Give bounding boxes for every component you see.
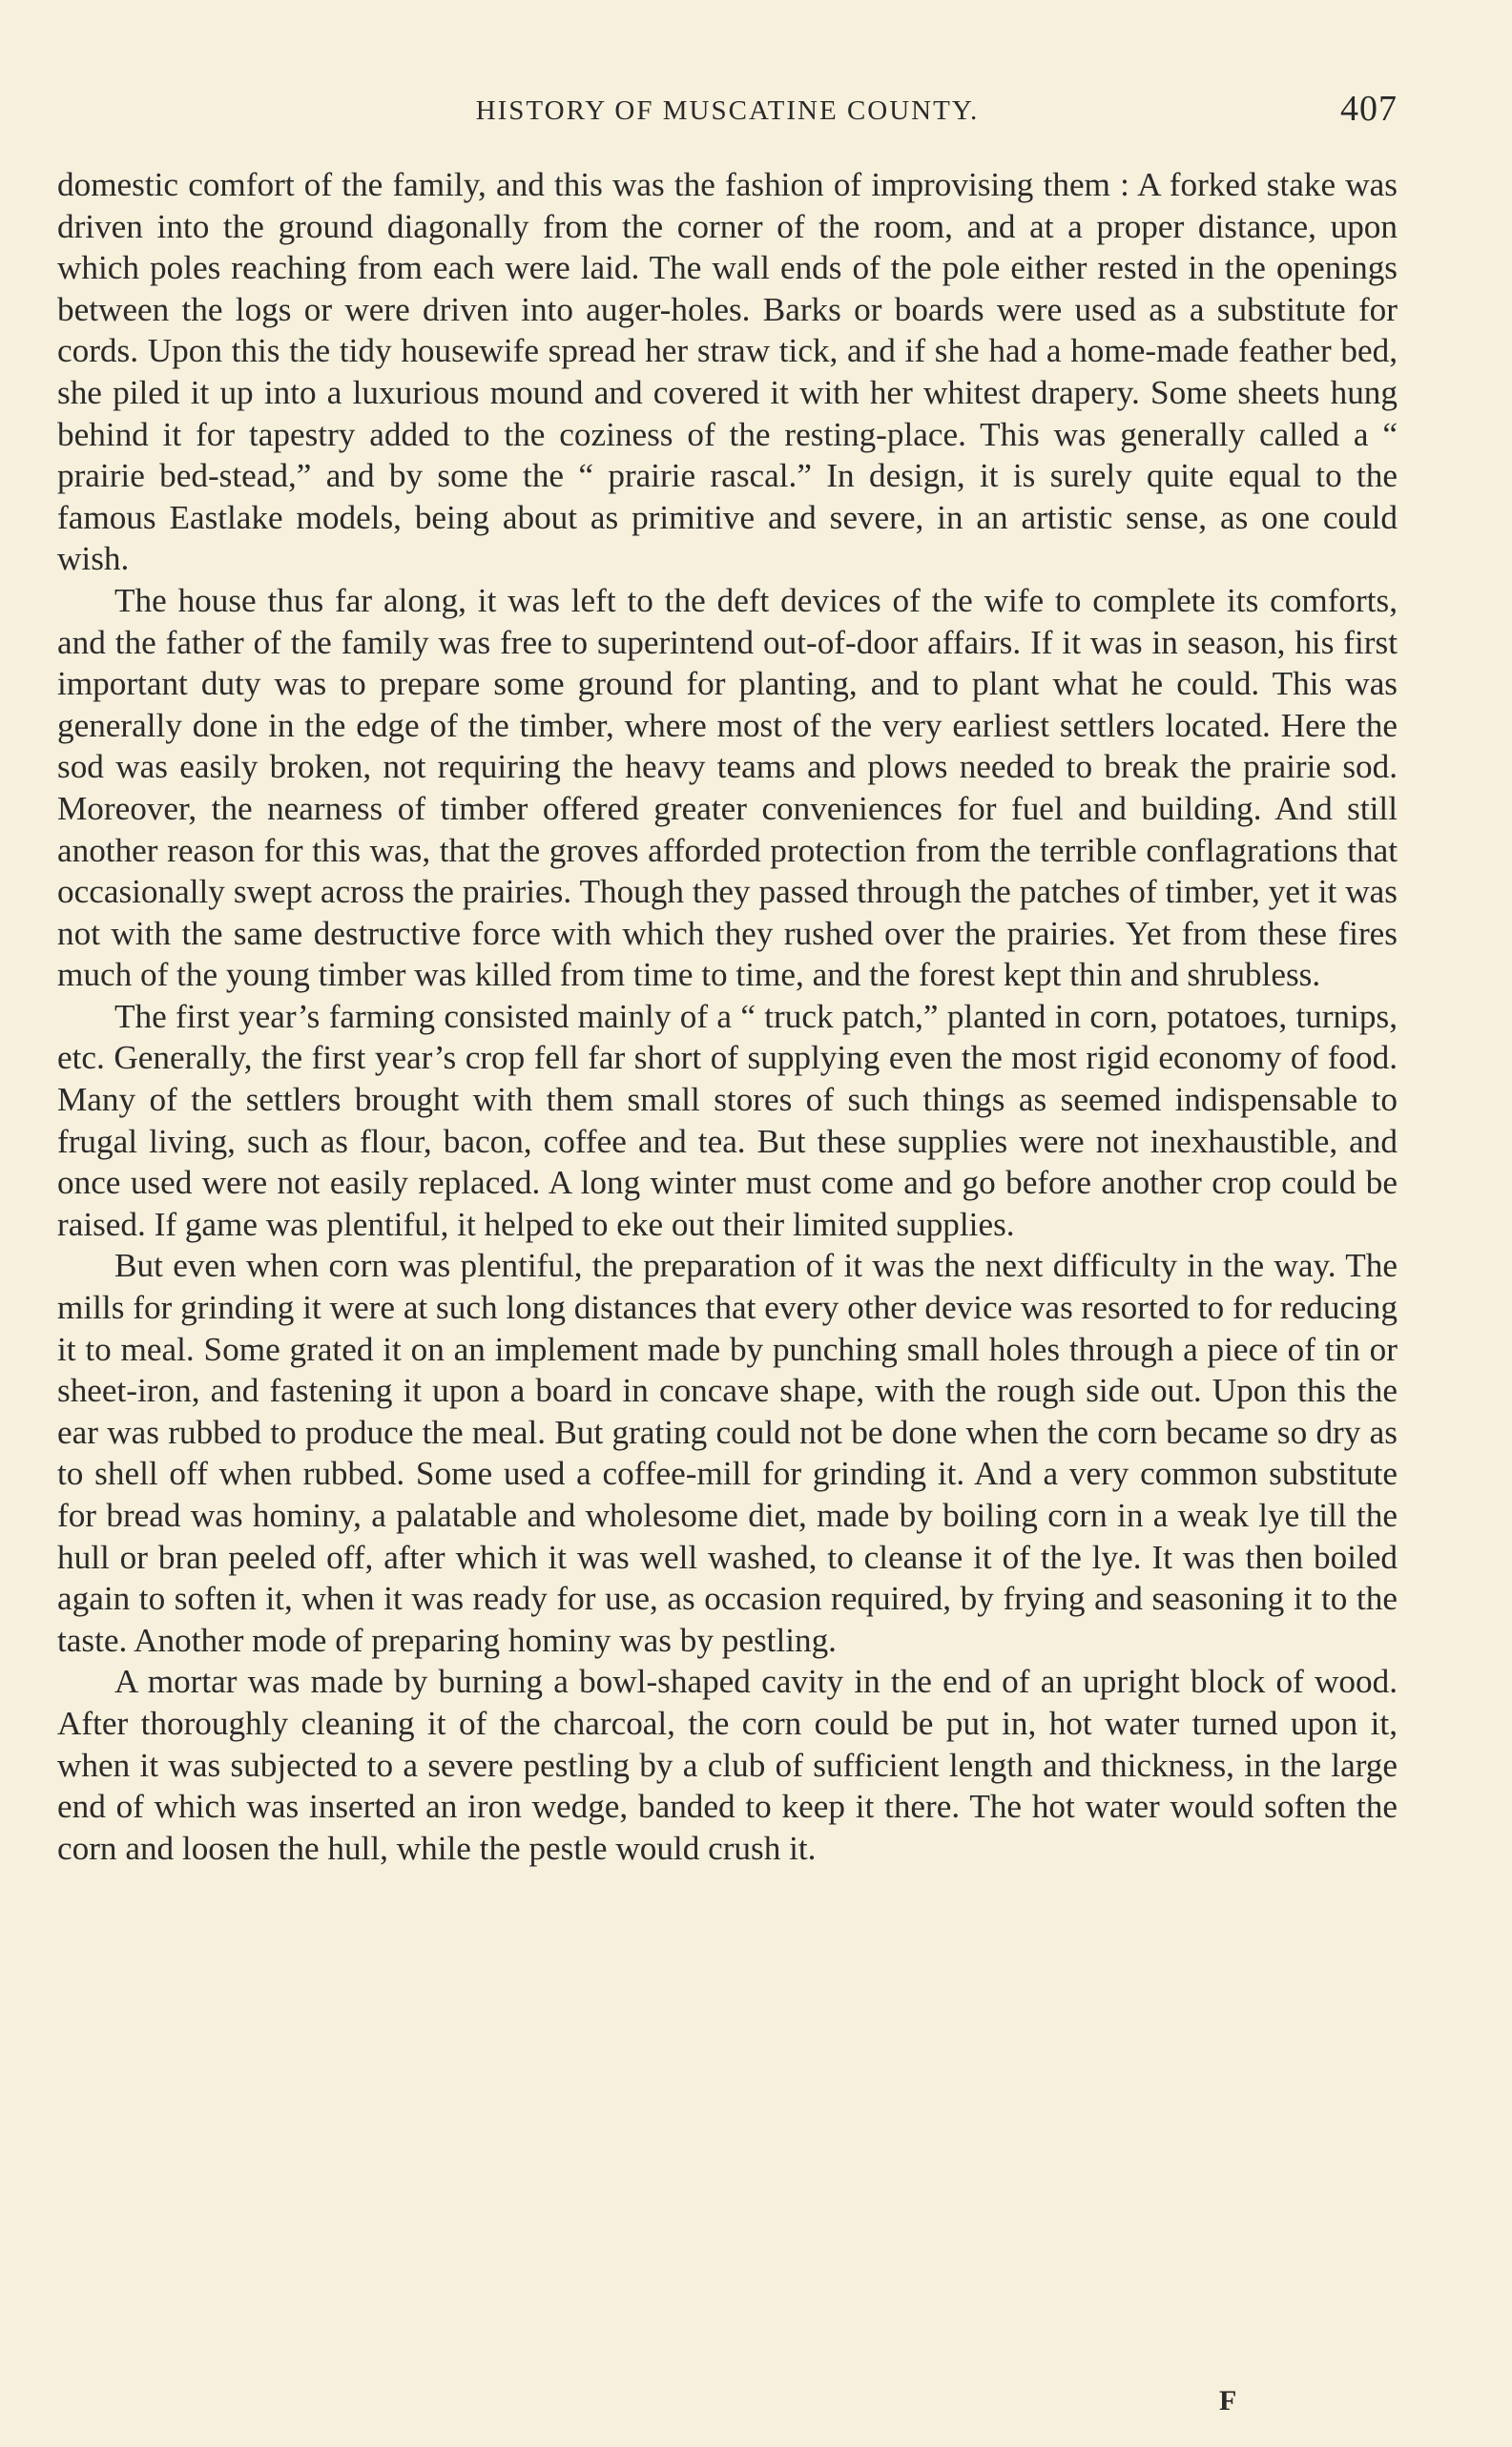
paragraph: The house thus far along, it was left to the deft devices of the wife to complete its comforts, and the father of the family was free to superintend out-of-door affairs. If it was in season, his first important duty was to prepare some ground for planting, and to plant what he could. This was generally done in the edge of the timber, where most of the very earliest settlers located. Here the sod was easily broken, not requiring the heavy teams and plows needed to break the prairie sod. Moreover, the nearness of timber offered greater conveniences for fuel and building. And still another reason for this was, that the groves afforded protection from the terrible conflagrations that occasionally swept across the prairies. Though they passed through the patches of timber, yet it was not with the same destructive force with which they rushed over the prairies. Yet from these fires much of the young timber was killed from time to time, and the forest kept thin and shrubless. [57,581,1398,994]
paragraph: domestic comfort of the family, and this was the fashion of improvising them : A forked stake was driven into the ground diagonally from the corner of the room, and at a proper distance, upon which poles reaching from each were laid. The wall ends of the pole either rested in the openings between the logs or were driven into auger-holes. Barks or boards were used as a substitute for cords. Upon this the tidy housewife spread her straw tick, and if she had a home-made feather bed, she piled it up into a luxurious mound and covered it with her whitest drapery. Some sheets hung behind it for tapestry added to the coziness of the resting-place. This was generally called a “ prairie bed-stead,” and by some the “ prairie rascal.” In design, it is surely quite equal to the famous Eastlake models, being about as primitive and severe, in an artistic sense, as one could wish. [57,166,1398,578]
body-text [57,164,1398,1869]
page-number: 407 [1340,89,1398,129]
paragraph: The first year’s farming consisted mainly of a “ truck patch,” planted in corn, potatoes, turnips, etc. Generally, the first year’s crop fell far short of supplying even the most rigid economy of food. Many of the settlers brought with them small stores of such things as seemed indispensable to frugal living, such as flour, bacon, coffee and tea. But these supplies were not inexhaustible, and once used were not easily replaced. A long winter must come and go before another crop could be raised. If game was plentiful, it helped to eke out their limited supplies. [57,997,1398,1243]
running-title: HISTORY OF MUSCATINE COUNTY. [475,95,980,126]
paragraph: But even when corn was plentiful, the preparation of it was the next difficulty in the way. The mills for grinding it were at such long distances that every other device was resorted to for reducing it to meal. Some grated it on an implement made by punching small holes through a piece of tin or sheet-iron, and fastening it upon a board in concave shape, with the rough side out. Upon this the ear was rubbed to produce the meal. But grating could not be done when the corn became so dry as to shell off when rubbed. Some used a coffee-mill for grinding it. And a very common substitute for bread was hominy, a palatable and wholesome diet, made by boiling corn in a weak lye till the hull or bran peeled off, after which it was well washed, to cleanse it of the lye. It was then boiled again to soften it, when it was ready for use, as occasion required, by frying and seasoning it to the taste. Another mode of preparing hominy was by pestling. [57,1247,1398,1659]
running-header [57,88,1398,135]
signature-mark: F [1219,2385,1237,2416]
paragraph: A mortar was made by burning a bowl-shaped cavity in the end of an upright block of wood. After thoroughly cleaning it of the charcoal, the corn could be put in, hot water turned upon it, when it was subjected to a severe pestling by a club of sufficient length and thickness, in the large end of which was inserted an iron wedge, banded to keep it there. The hot water would soften the corn and loosen the hull, while the pestle would crush it. [57,1663,1398,1867]
